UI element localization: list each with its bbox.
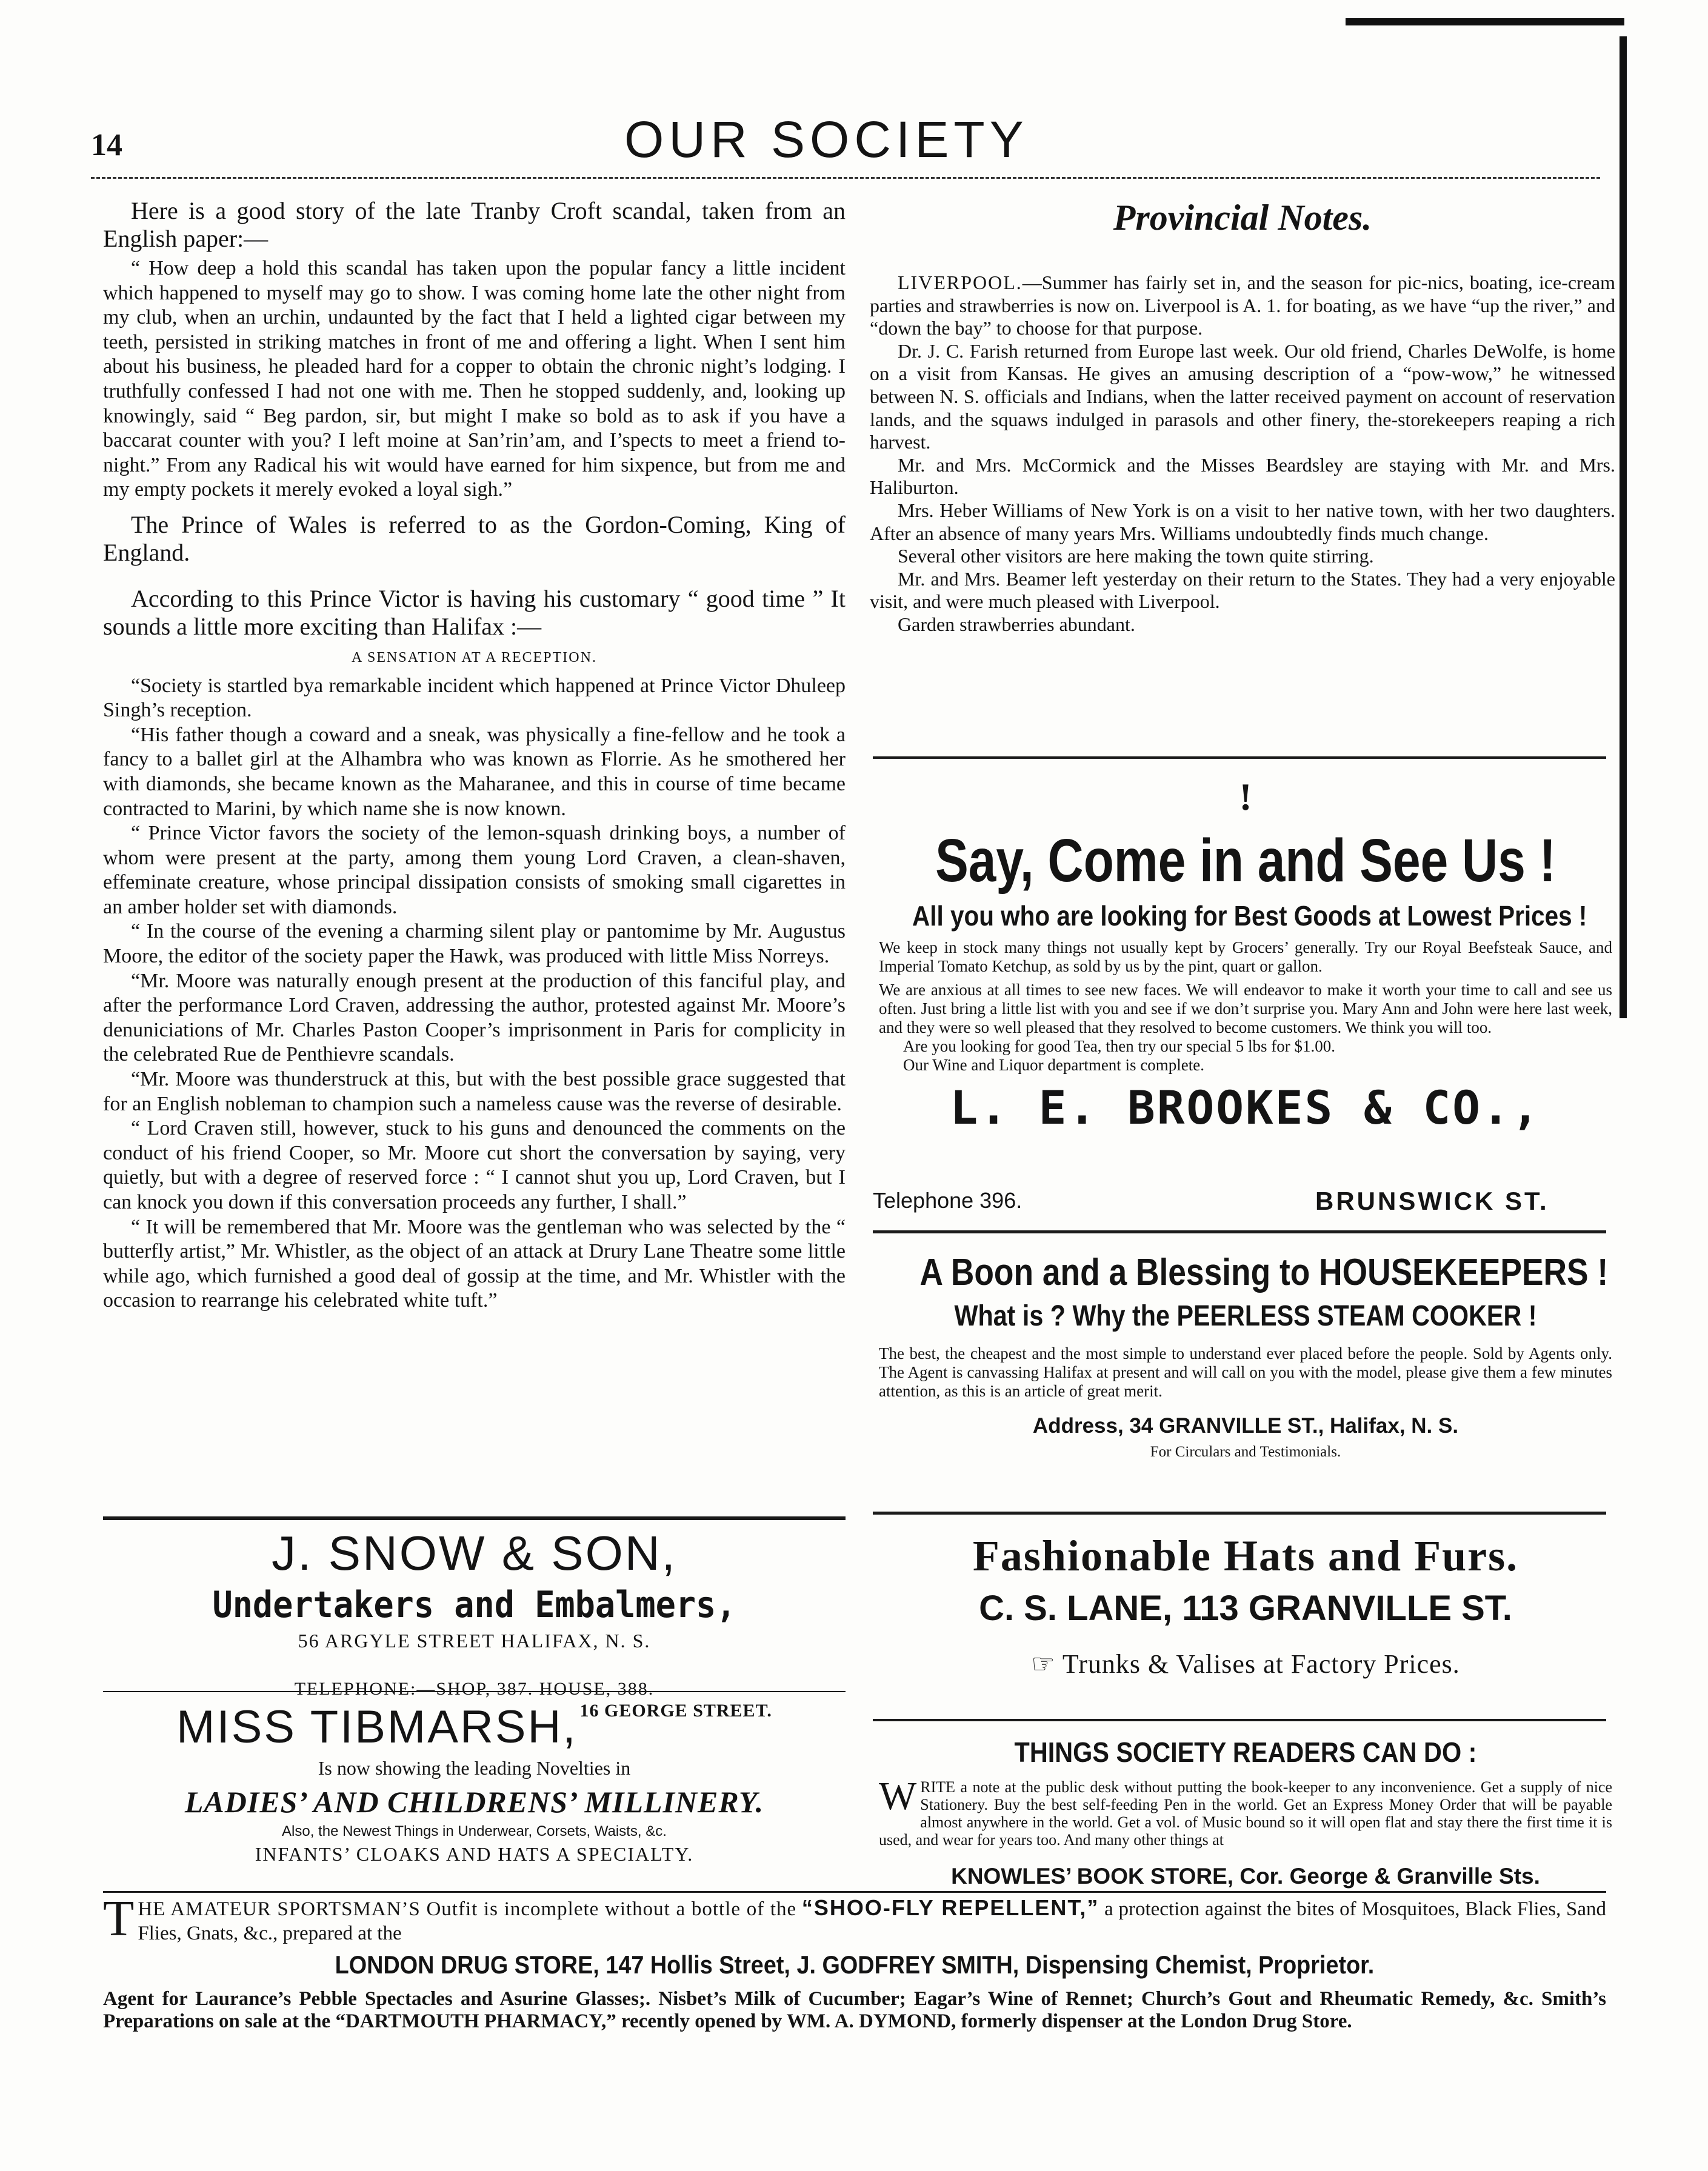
brookes-street: BRUNSWICK ST. (1315, 1187, 1549, 1215)
sensation-paragraph-3: “ Prince Victor favors the society of the lemon-squash drinking boys, a number of whom were present at the party, among them young Lord Craven, a clean-shaven, effeminate creature, whose principal dissipation consists of smoking small cigarettes in an amber holder set with diamonds. (103, 822, 846, 918)
snow-rule (103, 1691, 846, 1692)
edge-rule-top (1346, 18, 1624, 25)
knowles-headline: THINGS SOCIETY READERS CAN DO : (1014, 1736, 1477, 1768)
brookes-rule (873, 1230, 1606, 1233)
tibmarsh-ad (97, 1701, 852, 1866)
london-agent: Agent for Laurance’s Pebble Spectacles and Asurine Glasses;. Nisbet’s Milk of Cucumber; Eagar’s Wine of Rennet; Church’s Gout and Rheumatic Remedy, &c. Smith’s Preparations on sale at the “DARTMOUTH PHARMACY,” recently opened by WM. A. DYMOND, formerly dispenser at the London Drug Store. (103, 1988, 1606, 2032)
snow-address: 56 ARGYLE STREET HALIFAX, N. S. (298, 1630, 651, 1652)
brookes-telephone: Telephone 396. (873, 1188, 1022, 1213)
london-text-2: a protection against the bites of Mosquitoes, Black Flies, Sand Flies, Gnats, &c., prepared at the (138, 1898, 1607, 1944)
snow-ad (97, 1524, 852, 1702)
brookes-tea: Are you looking for good Tea, then try our special 5 lbs for $1.00. (903, 1037, 1335, 1055)
lane-headline: Fashionable Hats and Furs. (972, 1532, 1519, 1580)
sensation-paragraph-7: “ Lord Craven still, however, stuck to his guns and denounced the comments on the conduct of his friend Cooper, so Mr. Moore cut short the conversation by saying, very quietly, but with a degree of reserved force : “ I cannot shut you up, Lord Craven, but I can knock you down if this conversation proceeds any further, I shall.” (103, 1117, 846, 1213)
town-name: LIVERPOOL. (898, 272, 1022, 293)
provincial-notes (870, 272, 1615, 636)
note-liverpool: —Summer has fairly set in, and the season for pic-nics, boating, ice-cream parties and strawberries is now on. Liverpool is A. 1. for boating, as we have “up the river,” and “down the bay” to choose for that purpose. (870, 272, 1615, 339)
tibmarsh-millinery: LADIES’ AND CHILDRENS’ MILLINERY. (184, 1785, 764, 1819)
sensation-paragraph-4: “ In the course of the evening a charming silent play or pantomime by Mr. Augustus Moore, the editor of the society paper the Hawk, was produced with little Miss Norreys. (103, 920, 846, 968)
sensation-paragraph-6: “Mr. Moore was thunderstruck at this, but with the best possible grace suggested that for an English nobleman to champion such a nameless cause was the reverse of desirable. (103, 1068, 846, 1115)
knowles-ad (867, 1732, 1624, 1895)
intro-paragraph: Here is a good story of the late Tranby Croft scandal, taken from an English paper:— (103, 197, 846, 252)
tibmarsh-street: 16 GEORGE STREET. (579, 1701, 772, 1721)
brookes-text-1: We keep in stock many things not usually kept by Grocers’ generally. Try our Royal Beefsteak Sauce, and Imperial Tomato Ketchup, as sold by us by the pint, quart or gallon. (879, 938, 1612, 975)
cooker-subheadline: What is ? Why the PEERLESS STEAM COOKER ! (954, 1300, 1537, 1332)
snow-name: J. SNOW & SON, (272, 1526, 677, 1580)
brookes-headline: Say, Come in and See Us ! (935, 827, 1556, 895)
brookes-name: L. E. BROOKES & CO., (950, 1081, 1541, 1135)
left-column (103, 197, 846, 1313)
provincial-notes-heading: Provincial Notes. (1113, 198, 1372, 238)
knowles-text-block (879, 1774, 1612, 1849)
left-ads-rule (103, 1516, 846, 1520)
brookes-wine: Our Wine and Liquor department is complete. (903, 1056, 1205, 1074)
london-ad (103, 1890, 1607, 2033)
lane-trunks: ☞ Trunks & Valises at Factory Prices. (1031, 1649, 1460, 1679)
sensation-heading: A SENSATION AT A RECEPTION. (352, 649, 597, 665)
notes-rule (873, 756, 1606, 759)
note-strawberries: Garden strawberries abundant. (898, 613, 1135, 635)
cooker-circulars: For Circulars and Testimonials. (1150, 1444, 1341, 1460)
sensation-paragraph-2: “His father though a coward and a sneak, was physically a fine-fellow and he took a fancy to a ballet girl at the Alhambra who was known as Florrie. As he smothered her with diamonds, she became known as the Maharanee, and this in course of time became contracted to Marini, by which name she is now known. (103, 723, 846, 820)
lane-ad (867, 1529, 1624, 1686)
page-number: 14 (91, 128, 122, 162)
bottom-rule (103, 1891, 1606, 1893)
knowles-initial: W (879, 1774, 917, 1818)
story-paragraph: “ How deep a hold this scandal has taken upon the popular fancy a little incident which happened to myself may go to show. I was coming home late the other night from my club, when an urchin, undaunted by the fact that I held a lighted cigar between my teeth, persisted in striking matches in front of me and offering a light. When I sent him about his business, he pleaded hard for a copper to obtain the chronic night’s lodging. I truthfully confessed I had not one with me. Then he stopped suddenly, and, looking up knowingly, said “ Beg pardon, sir, but might I make so bold as to ask if you have a baccarat counter with you? I left moine at San’rin’am, and I’spects to meet a friend to-night.” From any Radical his wit would have earned for him sixpence, but from me and my empty pockets it merely evoked a loyal sigh.” (103, 257, 846, 501)
note-farish: Dr. J. C. Farish returned from Europe last week. Our old friend, Charles DeWolfe, is home on a visit from Kansas. He gives an amusing description of a “pow-wow,” he witnessed between N. S. officials and Indians, when the latter received payment on account of reservation lands, and the squaws indulged in parasols and other finery, the-storekeepers reaping a rich harvest. (870, 339, 1615, 453)
note-beamer: Mr. and Mrs. Beamer left yesterday on their return to the States. They had a very enjoyable visit, and were much pleased with Liverpool. (870, 567, 1615, 613)
note-mccormick: Mr. and Mrs. McCormick and the Misses Beardsley are staying with Mr. and Mrs. Haliburton. (870, 453, 1615, 499)
cooker-text: The best, the cheapest and the most simple to understand ever placed before the people. Sold by Agents only. The Agent is canvassing Halifax at present and will call on you with the model, please give them a few minutes attention, as this is an article of great merit. (879, 1344, 1612, 1400)
note-visitors: Several other visitors are here making the town quite stirring. (898, 545, 1374, 567)
snow-telephone: TELEPHONE:—SHOP, 387. HOUSE, 388. (294, 1679, 655, 1699)
masthead: OUR SOCIETY (624, 111, 1029, 168)
sensation-paragraph-8: “ It will be remembered that Mr. Moore was the gentleman who was selected by the “ butterfly artist,” Mr. Whistler, as the object of an attack at Drury Lane Theatre some little while ago, which furnished a good deal of gossip at the time, and Mr. Whistler with the occasion to rearrange his celebrated white tuft.” (103, 1215, 846, 1312)
brookes-ad (867, 770, 1624, 1136)
london-text-1: HE AMATEUR SPORTSMAN’S Outfit is incomplete without a bottle of the (138, 1898, 797, 1920)
london-initial: T (103, 1890, 135, 1947)
prince-victor-paragraph: According to this Prince Victor is having his customary “ good time ” It sounds a little more exciting than Halifax :— (103, 584, 846, 640)
sensation-paragraph-5: “Mr. Moore was naturally enough present at the production of this fanciful play, and after the performance Lord Craven, addressing the author, protested against Mr. Moore’s denuniciations of Mr. Charles Paston Cooper’s imprisonment in Paris for complicity in the celebrated Rue de Penthievre scandals. (103, 969, 846, 1066)
exclamation-mark: ! (1239, 775, 1252, 818)
sensation-paragraph-1: “Society is startled bya remarkable incident which happened at Prince Victor Dhuleep Singh’s reception. (103, 674, 846, 722)
tibmarsh-line-4: INFANTS’ CLOAKS AND HATS A SPECIALTY. (255, 1843, 694, 1865)
brookes-text-2: We are anxious at all times to see new faces. We will endeavor to make it worth your time to call and see us often. Just bring a little list with you and see if we don’t surprise you. Mary Ann and John were here last week, and they were so well pleased that they resolved to become customers. We think you will too. (879, 981, 1612, 1036)
cooker-address: Address, 34 GRANVILLE ST., Halifax, N. S. (1032, 1414, 1459, 1438)
cooker-rule (873, 1512, 1606, 1515)
header-rule (91, 177, 1600, 179)
london-product: “SHOO-FLY REPELLENT,” (801, 1895, 1099, 1920)
snow-trade: Undertakers and Embalmers, (212, 1584, 736, 1626)
knowles-text: RITE a note at the public desk without putting the book-keeper to any inconvenience. Get a supply of nice Stationery. Buy the best self-feeding Pen in the world. Get an Express Money Order that will be payable almost anywhere in the world. Get a vol. of Music bound so it will open flat and stay there the first time it is used, and wear for years too. And many other things at (879, 1778, 1612, 1849)
note-williams: Mrs. Heber Williams of New York is on a visit to her native town, with her two daughters. After an absence of many years Mrs. Williams undoubtedly finds much change. (870, 499, 1615, 544)
tibmarsh-line-1: Is now showing the leading Novelties in (318, 1757, 631, 1779)
tibmarsh-name: MISS TIBMARSH, (176, 1701, 578, 1753)
brookes-subheadline: All you who are looking for Best Goods at Lowest Prices ! (912, 900, 1587, 932)
knowles-store: KNOWLES’ BOOK STORE, Cor. George & Granville Sts. (951, 1864, 1540, 1889)
london-store: LONDON DRUG STORE, 147 Hollis Street, J. GODFREY SMITH, Dispensing Chemist, Proprietor. (335, 1950, 1375, 1979)
cooker-ad (867, 1249, 1624, 1462)
prince-wales-paragraph: The Prince of Wales is referred to as the Gordon-Coming, King of England. (103, 510, 846, 566)
cooker-headline: A Boon and a Blessing to HOUSEKEEPERS ! (919, 1252, 1609, 1293)
lane-rule (873, 1719, 1606, 1721)
lane-name: C. S. LANE, 113 GRANVILLE ST. (979, 1589, 1512, 1628)
tibmarsh-line-3: Also, the Newest Things in Underwear, Corsets, Waists, &c. (282, 1823, 667, 1839)
